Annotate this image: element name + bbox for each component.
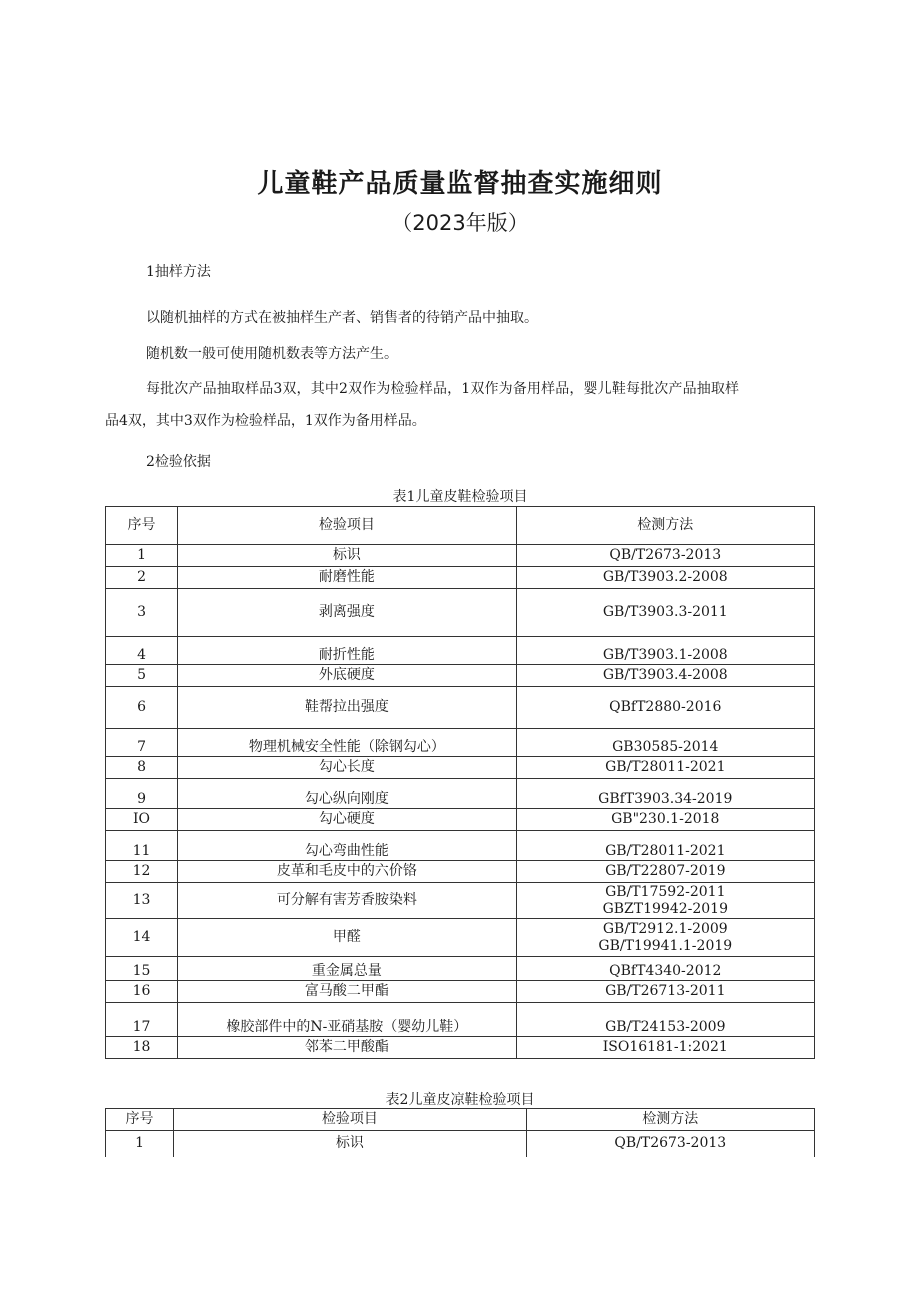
cell-item: 标识	[178, 545, 516, 567]
table-row	[106, 1037, 815, 1059]
cell-item: 鞋帮拉出强度	[178, 687, 516, 729]
cell-no: 13	[106, 883, 178, 919]
cell-no: 9	[106, 779, 178, 809]
cell-no: 6	[106, 687, 178, 729]
cell-no: 14	[106, 919, 178, 957]
cell-method: GB/T28011-2021	[516, 757, 814, 779]
table-1-children-leather-shoes	[105, 506, 815, 1059]
paragraph-sampling-method: 以随机抽样的方式在被抽样生产者、销售者的待销产品中抽取。	[146, 310, 538, 326]
cell-item: 耐磨性能	[178, 567, 516, 589]
cell-item: 标识	[174, 1131, 526, 1157]
cell-method: GB/T3903.4-2008	[516, 665, 814, 687]
table-row	[106, 919, 815, 957]
paragraph-sample-quantity-line-1: 每批次产品抽取样品3双，其中2双作为检验样品，1双作为备用样品，婴儿鞋每批次产品抽取样	[146, 381, 740, 397]
cell-method: GB"230.1-2018	[516, 809, 814, 831]
table-1-header-item: 检验项目	[178, 507, 516, 545]
cell-method: GB/T3903.3-2011	[516, 589, 814, 637]
table-row	[106, 757, 815, 779]
cell-no: 3	[106, 589, 178, 637]
table-row	[106, 809, 815, 831]
table-1-caption: 表1儿童皮鞋检验项目	[392, 489, 528, 505]
cell-item: 重金属总量	[178, 957, 516, 981]
cell-no: 8	[106, 757, 178, 779]
table-1-body	[106, 545, 815, 1059]
cell-item: 勾心硬度	[178, 809, 516, 831]
cell-item: 耐折性能	[178, 637, 516, 665]
cell-no: 11	[106, 831, 178, 861]
cell-item: 橡胶部件中的N-亚硝基胺（婴幼儿鞋）	[178, 1003, 516, 1037]
cell-method: GB/T26713-2011	[516, 981, 814, 1003]
cell-method: GB/T28011-2021	[516, 831, 814, 861]
cell-item: 勾心弯曲性能	[178, 831, 516, 861]
cell-method-line: GBZT19942-2019	[602, 900, 728, 917]
table-row	[106, 729, 815, 757]
section-2-heading: 2检验依据	[146, 454, 211, 470]
cell-no: 17	[106, 1003, 178, 1037]
cell-no: 5	[106, 665, 178, 687]
cell-method-line: GB/T19941.1-2019	[598, 937, 733, 954]
cell-item: 外底硬度	[178, 665, 516, 687]
table-row	[106, 687, 815, 729]
table-row	[106, 1131, 815, 1157]
cell-no: 1	[106, 545, 178, 567]
cell-method: GB/T3903.1-2008	[516, 637, 814, 665]
paragraph-sample-quantity-line-2: 品4双，其中3双作为检验样品，1双作为备用样品。	[105, 413, 426, 429]
cell-item: 邻苯二甲酸酯	[178, 1037, 516, 1059]
table-row	[106, 957, 815, 981]
cell-item: 可分解有害芳香胺染料	[178, 883, 516, 919]
cell-method: QB/T2673-2013	[526, 1131, 814, 1157]
section-1-heading: 1抽样方法	[146, 264, 211, 280]
cell-item: 剥离强度	[178, 589, 516, 637]
table-row	[106, 545, 815, 567]
cell-item: 勾心纵向刚度	[178, 779, 516, 809]
table-row	[106, 883, 815, 919]
table-2-body	[106, 1131, 815, 1157]
cell-method-line: GB/T17592-2011	[605, 883, 726, 900]
table-2-caption: 表2儿童皮凉鞋检验项目	[385, 1092, 535, 1108]
table-1-header-no: 序号	[106, 507, 178, 545]
cell-no: 16	[106, 981, 178, 1003]
cell-no: 1	[106, 1131, 174, 1157]
table-2-header-row	[106, 1109, 815, 1131]
cell-no: 2	[106, 567, 178, 589]
cell-method	[516, 919, 814, 957]
cell-method: GB/T3903.2-2008	[516, 567, 814, 589]
document-edition: （2023年版）	[391, 211, 529, 235]
cell-item: 勾心长度	[178, 757, 516, 779]
cell-method: QBfT2880-2016	[516, 687, 814, 729]
cell-no: 4	[106, 637, 178, 665]
document-title: 儿童鞋产品质量监督抽查实施细则	[257, 169, 663, 199]
cell-method: GB30585-2014	[516, 729, 814, 757]
cell-method: GBfT3903.34-2019	[516, 779, 814, 809]
cell-method: QB/T2673-2013	[516, 545, 814, 567]
table-row	[106, 779, 815, 809]
cell-no: IO	[106, 809, 178, 831]
cell-method: QBfT4340-2012	[516, 957, 814, 981]
cell-item: 物理机械安全性能（除钢勾心）	[178, 729, 516, 757]
table-row	[106, 567, 815, 589]
table-1-header-row	[106, 507, 815, 545]
cell-method: GB/T22807-2019	[516, 861, 814, 883]
table-row	[106, 665, 815, 687]
paragraph-random-numbers: 随机数一般可使用随机数表等方法产生。	[146, 346, 398, 362]
table-row	[106, 589, 815, 637]
table-1-header-method: 检测方法	[516, 507, 814, 545]
cell-no: 18	[106, 1037, 178, 1059]
table-row	[106, 1003, 815, 1037]
cell-item: 皮革和毛皮中的六价铬	[178, 861, 516, 883]
table-row	[106, 831, 815, 861]
table-row	[106, 861, 815, 883]
table-2-children-leather-sandals	[105, 1108, 815, 1157]
table-row	[106, 981, 815, 1003]
table-2-header-no: 序号	[106, 1109, 174, 1131]
cell-method	[516, 883, 814, 919]
cell-item: 富马酸二甲酯	[178, 981, 516, 1003]
cell-no: 7	[106, 729, 178, 757]
cell-no: 15	[106, 957, 178, 981]
table-2-header-item: 检验项目	[174, 1109, 526, 1131]
cell-no: 12	[106, 861, 178, 883]
cell-method: ISO16181-1:2021	[516, 1037, 814, 1059]
table-2-header-method: 检测方法	[526, 1109, 814, 1131]
cell-item: 甲醛	[178, 919, 516, 957]
table-row	[106, 637, 815, 665]
cell-method-line: GB/T2912.1-2009	[602, 920, 728, 937]
cell-method: GB/T24153-2009	[516, 1003, 814, 1037]
